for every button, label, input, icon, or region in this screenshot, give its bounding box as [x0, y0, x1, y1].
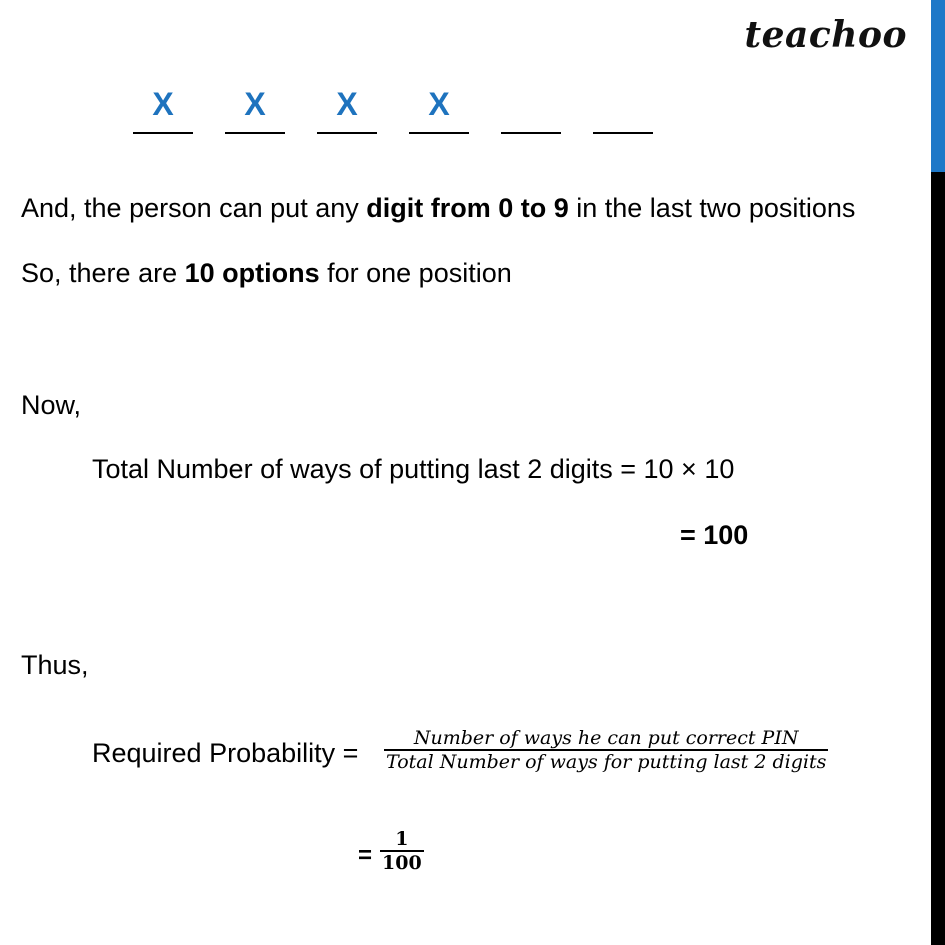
- probability-fraction: [384, 727, 828, 773]
- pin-slot-mark: X: [428, 86, 450, 122]
- pin-slot-4: [409, 82, 469, 134]
- options-statement: [21, 258, 512, 289]
- pin-slot-1: [133, 82, 193, 134]
- teachoo-logo: teachoo: [744, 14, 907, 56]
- statement-text: in the last two positions: [568, 193, 856, 223]
- scrollbar-thumb[interactable]: [931, 0, 945, 172]
- pin-slot-mark: X: [244, 86, 266, 122]
- now-heading: Now,: [21, 390, 82, 420]
- final-denominator: 100: [382, 852, 422, 874]
- pin-slot-2: [225, 82, 285, 134]
- statement-text: And, the person can put any: [21, 193, 367, 223]
- digit-range-statement: [21, 193, 855, 224]
- scrollbar-track[interactable]: [931, 0, 945, 945]
- fraction-numerator: Number of ways he can put correct PIN: [384, 727, 828, 751]
- required-probability-label: Required Probability =: [92, 738, 359, 768]
- statement-emphasis: 10 options: [184, 258, 320, 288]
- total-ways-result: = 100: [680, 520, 749, 550]
- pin-slot-mark: X: [152, 86, 174, 122]
- final-numerator: 1: [380, 828, 424, 852]
- statement-text: for one position: [319, 258, 512, 288]
- pin-slot-5: [501, 82, 561, 134]
- final-equals-sign: =: [358, 842, 373, 869]
- pin-slot-6: [593, 82, 653, 134]
- statement-text: So, there are: [21, 258, 185, 288]
- pin-slot-mark: X: [336, 86, 358, 122]
- statement-emphasis: digit from 0 to 9: [366, 193, 569, 223]
- fraction-denominator: Total Number of ways for putting last 2 digits: [386, 751, 827, 773]
- thus-heading: Thus,: [21, 650, 89, 680]
- pin-slot-3: [317, 82, 377, 134]
- total-ways-equation: Total Number of ways of putting last 2 digits = 10 × 10: [92, 454, 735, 484]
- final-fraction: [380, 828, 424, 874]
